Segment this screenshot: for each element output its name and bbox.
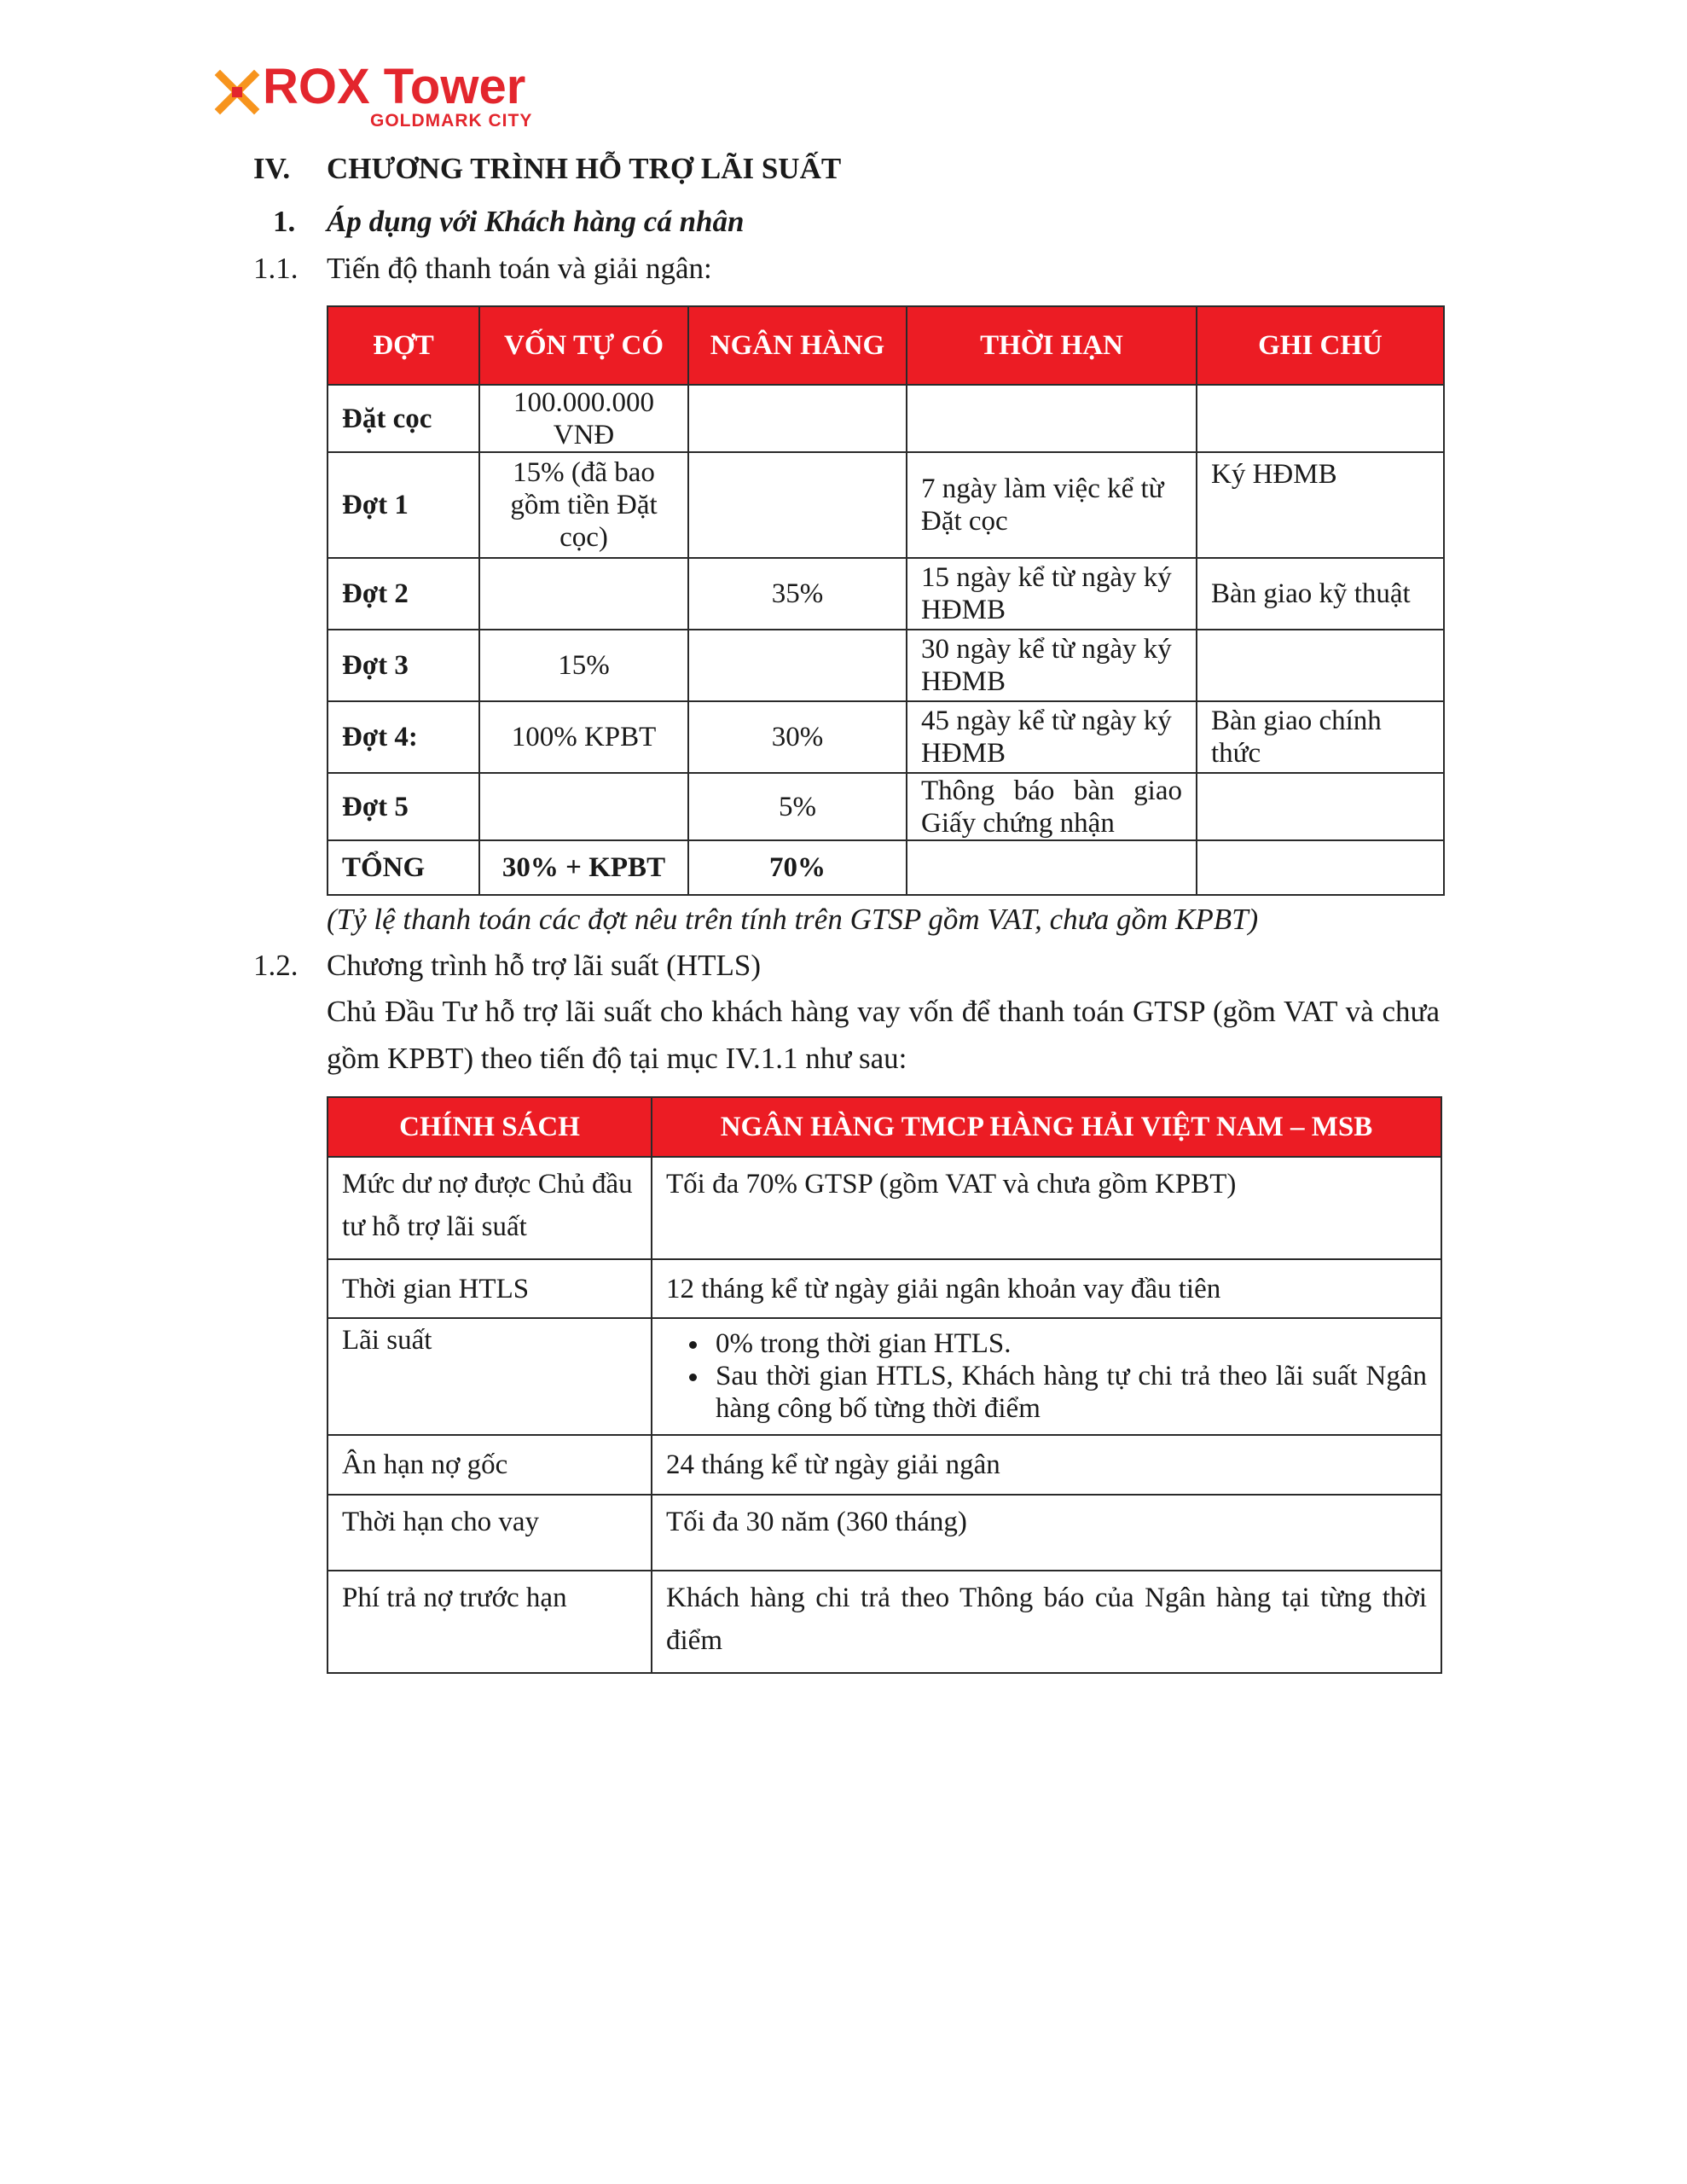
table-row bbox=[328, 1571, 1441, 1673]
rox-x-mark-icon bbox=[213, 68, 261, 116]
policy-label: Thời hạn cho vay bbox=[328, 1495, 652, 1571]
installment-label: Đợt 1 bbox=[328, 452, 479, 558]
own-capital: 100.000.000 VNĐ bbox=[479, 385, 688, 452]
deadline bbox=[907, 385, 1197, 452]
subsection-1-2-title: Chương trình hỗ trợ lãi suất (HTLS) bbox=[327, 949, 761, 982]
logo-name: ROX Tower bbox=[263, 59, 526, 114]
note-cell: Bàn giao kỹ thuật bbox=[1197, 558, 1444, 630]
table-header-row bbox=[328, 306, 1444, 385]
subsection-1-title: Áp dụng với Khách hàng cá nhân bbox=[327, 205, 745, 238]
table-row bbox=[328, 558, 1444, 630]
table-row bbox=[328, 1318, 1441, 1435]
col-header: CHÍNH SÁCH bbox=[328, 1097, 652, 1157]
table-row bbox=[328, 630, 1444, 701]
subsection-1-1-number: 1.1. bbox=[253, 252, 299, 285]
total-label: TỔNG bbox=[328, 840, 479, 895]
heading-number: IV. bbox=[253, 152, 291, 185]
own-capital: 100% KPBT bbox=[479, 701, 688, 773]
empty-cell bbox=[907, 840, 1197, 895]
table-row bbox=[328, 1435, 1441, 1495]
policy-value: Tối đa 70% GTSP (gồm VAT và chưa gồm KPBT) bbox=[652, 1157, 1441, 1259]
bank-share: 5% bbox=[688, 773, 907, 840]
bank-share bbox=[688, 452, 907, 558]
deadline: 30 ngày kể từ ngày ký HĐMB bbox=[907, 630, 1197, 701]
table-header-row bbox=[328, 1097, 1441, 1157]
installment-label: Đặt cọc bbox=[328, 385, 479, 452]
own-capital bbox=[479, 773, 688, 840]
col-header: VỐN TỰ CÓ bbox=[479, 306, 688, 385]
total-bank-share: 70% bbox=[688, 840, 907, 895]
total-own-capital: 30% + KPBT bbox=[479, 840, 688, 895]
table-row bbox=[328, 1157, 1441, 1259]
interest-bullet-list bbox=[666, 1327, 1427, 1425]
payment-schedule-table bbox=[327, 305, 1445, 896]
list-item: • Sau thời gian HTLS, Khách hàng tự chi trả theo lãi suất Ngân hàng công bố từng thời điểm bbox=[710, 1360, 1427, 1425]
col-header: GHI CHÚ bbox=[1197, 306, 1444, 385]
col-header: NGÂN HÀNG bbox=[688, 306, 907, 385]
installment-label: Đợt 5 bbox=[328, 773, 479, 840]
deadline: 7 ngày làm việc kể từ Đặt cọc bbox=[907, 452, 1197, 558]
logo-subtitle: GOLDMARK CITY bbox=[370, 111, 533, 131]
note-cell: Bàn giao chính thức bbox=[1197, 701, 1444, 773]
policy-value: Tối đa 30 năm (360 tháng) bbox=[652, 1495, 1441, 1571]
table-row bbox=[328, 1259, 1441, 1318]
table-row bbox=[328, 385, 1444, 452]
policy-label: Phí trả nợ trước hạn bbox=[328, 1571, 652, 1673]
intro-paragraph: Chủ Đầu Tư hỗ trợ lãi suất cho khách hàng vay vốn để thanh toán GTSP (gồm VAT và chưa gồm KPBT) theo tiến độ tại mục IV.1.1 như sau: bbox=[327, 995, 1440, 1075]
bank-share bbox=[688, 630, 907, 701]
policy-value: 24 tháng kể từ ngày giải ngân bbox=[652, 1435, 1441, 1495]
own-capital: 15% (đã bao gồm tiền Đặt cọc) bbox=[479, 452, 688, 558]
note-cell bbox=[1197, 630, 1444, 701]
note-cell bbox=[1197, 773, 1444, 840]
subsection-1-1-title: Tiến độ thanh toán và giải ngân: bbox=[327, 252, 712, 285]
list-item: • 0% trong thời gian HTLS. bbox=[710, 1327, 1427, 1360]
table-row bbox=[328, 1495, 1441, 1571]
installment-label: Đợt 4: bbox=[328, 701, 479, 773]
col-header: NGÂN HÀNG TMCP HÀNG HẢI VIỆT NAM – MSB bbox=[652, 1097, 1441, 1157]
bank-share: 35% bbox=[688, 558, 907, 630]
policy-label: Ân hạn nợ gốc bbox=[328, 1435, 652, 1495]
col-header: THỜI HẠN bbox=[907, 306, 1197, 385]
bank-share bbox=[688, 385, 907, 452]
empty-cell bbox=[1197, 840, 1444, 895]
deadline: 45 ngày kể từ ngày ký HĐMB bbox=[907, 701, 1197, 773]
installment-label: Đợt 3 bbox=[328, 630, 479, 701]
policy-value: 12 tháng kể từ ngày giải ngân khoản vay đầu tiên bbox=[652, 1259, 1441, 1318]
deadline: 15 ngày kể từ ngày ký HĐMB bbox=[907, 558, 1197, 630]
table-row bbox=[328, 701, 1444, 773]
policy-label: Thời gian HTLS bbox=[328, 1259, 652, 1318]
policy-label: Lãi suất bbox=[328, 1318, 652, 1435]
own-capital: 15% bbox=[479, 630, 688, 701]
own-capital bbox=[479, 558, 688, 630]
table-row bbox=[328, 452, 1444, 558]
col-header: ĐỢT bbox=[328, 306, 479, 385]
installment-label: Đợt 2 bbox=[328, 558, 479, 630]
note-cell bbox=[1197, 385, 1444, 452]
subsection-1-number: 1. bbox=[273, 205, 296, 238]
table-total-row bbox=[328, 840, 1444, 895]
policy-label: Mức dư nợ được Chủ đầu tư hỗ trợ lãi suất bbox=[328, 1157, 652, 1259]
section-title: CHƯƠNG TRÌNH HỖ TRỢ LÃI SUẤT bbox=[327, 152, 842, 185]
table-footnote: (Tỷ lệ thanh toán các đợt nêu trên tính trên GTSP gồm VAT, chưa gồm KPBT) bbox=[327, 903, 1259, 936]
bank-share: 30% bbox=[688, 701, 907, 773]
policy-value: Khách hàng chi trả theo Thông báo của Ngân hàng tại từng thời điểm bbox=[652, 1571, 1441, 1673]
table-row bbox=[328, 773, 1444, 840]
interest-support-policy-table bbox=[327, 1096, 1442, 1674]
subsection-1-2-number: 1.2. bbox=[253, 949, 299, 982]
note-cell: Ký HĐMB bbox=[1197, 452, 1444, 558]
deadline: Thông báo bàn giao Giấy chứng nhận bbox=[907, 773, 1197, 840]
policy-value bbox=[652, 1318, 1441, 1435]
